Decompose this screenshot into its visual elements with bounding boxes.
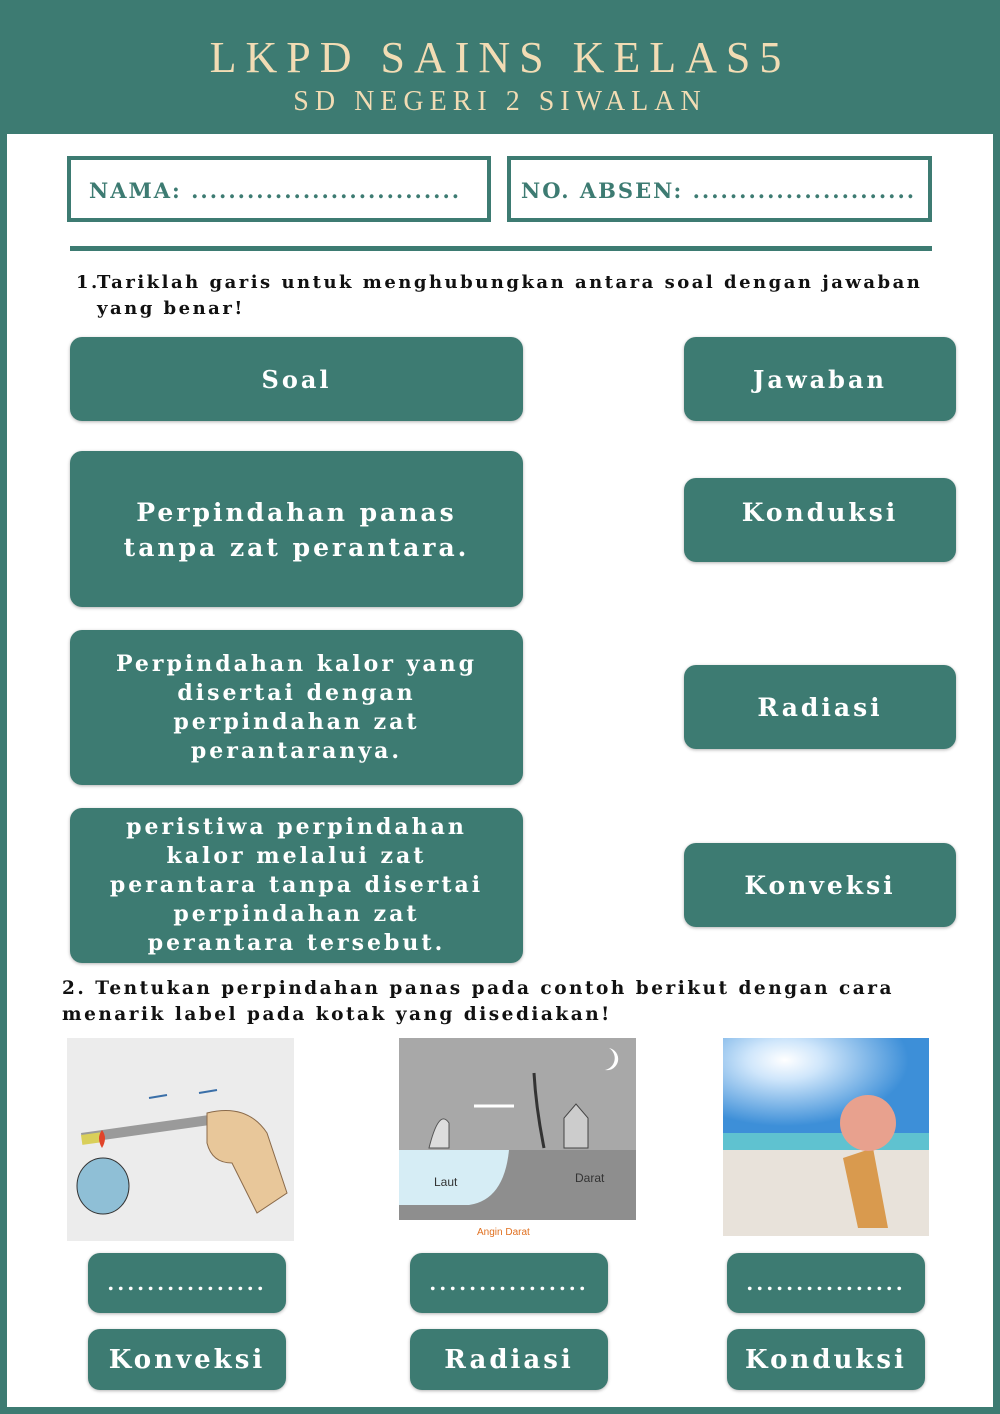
question2-text: 2. Tentukan perpindahan panas pada contoh berikut dengan cara menarik label pada kotak yang disediakan! — [62, 978, 894, 1025]
question1-text: Tariklah garis untuk menghubungkan antara soal dengan jawaban yang benar! — [97, 272, 923, 319]
worksheet-title: LKPD SAINS KELAS5 — [209, 33, 791, 82]
soal-item[interactable]: Perpindahan kalor yang disertai dengan perpindahan zat perantaranya. — [70, 630, 523, 785]
darat-label: Darat — [575, 1171, 605, 1185]
soal-item[interactable]: peristiwa perpindahan kalor melalui zat perantara tanpa disertai perpindahan zat perantara tersebut. — [70, 808, 523, 963]
jawaban-item[interactable]: Konduksi — [684, 478, 956, 562]
sea-breeze-image — [399, 1038, 636, 1241]
school-name: SD NEGERI 2 SIWALAN — [293, 86, 707, 117]
draggable-label[interactable]: Konduksi — [727, 1329, 925, 1390]
draggable-label[interactable]: Radiasi — [410, 1329, 608, 1390]
soal-header: Soal — [70, 337, 523, 421]
drop-zone[interactable]: ................ — [410, 1253, 608, 1313]
jawaban-item[interactable]: Konveksi — [684, 843, 956, 927]
divider — [70, 246, 932, 251]
drop-zone[interactable]: ................ — [727, 1253, 925, 1313]
name-field[interactable]: NAMA: ............................. — [67, 156, 491, 222]
absen-field[interactable]: NO. ABSEN: ........................ — [507, 156, 932, 222]
laut-label: Laut — [434, 1175, 458, 1189]
question1-number: 1. — [76, 272, 100, 293]
radiation-image — [723, 1038, 929, 1236]
draggable-label[interactable]: Konveksi — [88, 1329, 286, 1390]
angin-darat-label: Angin Darat — [477, 1227, 530, 1238]
drop-zone[interactable]: ................ — [88, 1253, 286, 1313]
soal-item[interactable]: Perpindahan panas tanpa zat perantara. — [70, 451, 523, 607]
jawaban-header: Jawaban — [684, 337, 956, 421]
jawaban-item[interactable]: Radiasi — [684, 665, 956, 749]
conduction-image — [67, 1038, 294, 1241]
